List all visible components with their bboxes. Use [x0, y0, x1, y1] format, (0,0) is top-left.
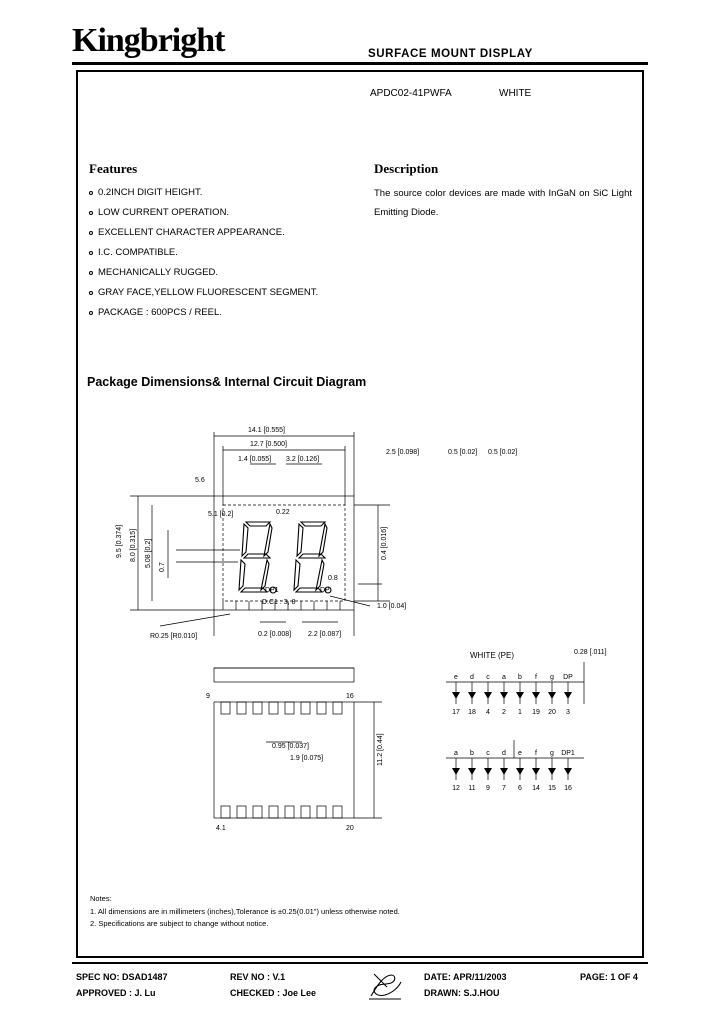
pin-label: DP	[563, 674, 573, 681]
pin-label: g	[550, 750, 554, 757]
dimension-label: 1.0 [0.04]	[377, 603, 407, 610]
part-color: WHITE	[499, 88, 532, 99]
list-item: MECHANICALLY RUGGED.	[89, 263, 359, 283]
dimension-label: R0.25 [R0.010]	[150, 633, 198, 640]
pin-number: 18	[468, 709, 476, 716]
note-line: 1. All dimensions are in millimeters (inches),Tolerance is ±0.25(0.01") unless otherwise noted.	[90, 907, 400, 916]
pin-label: b	[470, 750, 474, 757]
signature-icon	[365, 970, 405, 1004]
pin-number: 2	[502, 709, 506, 716]
pin-label: e	[454, 674, 458, 681]
list-item: 0.2INCH DIGIT HEIGHT.	[89, 183, 359, 203]
page-number: PAGE: 1 OF 4	[580, 972, 638, 982]
part-number: APDC02-41PWFA	[370, 88, 452, 99]
segment-label: D.C1 : 3, 8	[262, 599, 296, 606]
pin-label: c	[486, 674, 490, 681]
checked-by: CHECKED : Joe Lee	[230, 988, 317, 998]
dimension-label: 3.2 [0.126]	[286, 456, 320, 463]
list-item: GRAY FACE,YELLOW FLUORESCENT SEGMENT.	[89, 283, 359, 303]
dimension-label: 11.2 [0.44]	[377, 733, 384, 766]
dimension-label: 0.28 [.011]	[574, 649, 607, 656]
pin-label: d	[470, 674, 474, 681]
package-drawing	[90, 410, 630, 870]
pin-label: a	[454, 750, 458, 757]
footer-divider	[72, 962, 648, 964]
dimension-label: 5.08 [0.2]	[145, 538, 152, 568]
pin-number: 19	[532, 709, 540, 716]
pin-label: c	[486, 750, 490, 757]
dimension-label: DP1	[265, 587, 279, 594]
pin-number: 11	[468, 785, 476, 792]
spec-no: SPEC NO: DSAD1487	[76, 972, 168, 982]
rev-no: REV NO : V.1	[230, 972, 286, 982]
pin-label: g	[550, 674, 554, 681]
pin-number: 1	[518, 709, 522, 716]
list-item: PACKAGE : 600PCS / REEL.	[89, 303, 359, 323]
drawn-by: DRAWN: S.J.HOU	[424, 988, 500, 998]
notes-title: Notes:	[90, 894, 112, 903]
list-item: I.C. COMPATIBLE.	[89, 243, 359, 263]
list-item: EXCELLENT CHARACTER APPEARANCE.	[89, 223, 359, 243]
pin-number: 7	[502, 785, 506, 792]
pin-label: a	[502, 674, 506, 681]
dimension-label: 0.4 [0.016]	[381, 526, 388, 560]
dimension-label: 0.22	[276, 509, 290, 516]
dimension-label: 0.5 [0.02]	[448, 449, 478, 456]
pin-label: d	[502, 750, 506, 757]
dimension-label: 1.9 [0.075]	[290, 755, 324, 762]
dimension-label: 9	[206, 693, 210, 700]
header-divider	[72, 62, 648, 65]
date: DATE: APR/11/2003	[424, 972, 507, 982]
pin-number: 20	[548, 709, 556, 716]
pin-label: f	[535, 674, 537, 681]
dimension-label: 2.5 [0.098]	[386, 449, 420, 456]
dimension-label: 14.1 [0.555]	[248, 427, 285, 434]
dimension-label: 5.6	[195, 477, 205, 484]
pin-label: DP1	[561, 750, 575, 757]
dimension-label: 1.4 [0.055]	[238, 456, 272, 463]
dimension-label: 16	[346, 693, 354, 700]
pin-label: f	[535, 750, 537, 757]
features-list	[89, 183, 359, 323]
pin-number: 9	[486, 785, 490, 792]
note-line: 2. Specifications are subject to change without notice.	[90, 919, 269, 928]
pin-number: 12	[452, 785, 460, 792]
company-logo: Kingbright	[72, 22, 225, 59]
pin-number: 3	[566, 709, 570, 716]
dimension-label: 12.7 [0.500]	[250, 441, 287, 448]
pin-label: e	[518, 750, 522, 757]
dimension-label: 0.8	[328, 575, 338, 582]
dimension-label: WHITE (PE)	[470, 651, 514, 660]
pin-number: 17	[452, 709, 460, 716]
pin-number: 15	[548, 785, 556, 792]
notes-block	[90, 893, 590, 930]
pin-number: 16	[564, 785, 572, 792]
document-type-title: SURFACE MOUNT DISPLAY	[368, 48, 533, 60]
description-text: The source color devices are made with InGaN on SiC Light Emitting Diode.	[374, 188, 632, 218]
pin-number: 6	[518, 785, 522, 792]
list-item: LOW CURRENT OPERATION.	[89, 203, 359, 223]
footer	[72, 968, 648, 1008]
dimension-label: 2.2 [0.087]	[308, 631, 342, 638]
package-dimensions-heading: Package Dimensions& Internal Circuit Diagram	[87, 375, 367, 389]
approved-by: APPROVED : J. Lu	[76, 988, 156, 998]
dimension-label: 0.2 [0.008]	[258, 631, 292, 638]
pin-number: 4	[486, 709, 490, 716]
dimension-label: 20	[346, 825, 354, 832]
dimension-label: 5.1 [0.2]	[208, 511, 234, 518]
dimension-label: 4.1	[216, 825, 226, 832]
dimension-label: 0.7	[159, 562, 166, 572]
dimension-label: 9.5 [0.374]	[116, 524, 123, 558]
dimension-label: DP	[320, 587, 330, 594]
dimension-label: 0.95 [0.037]	[272, 743, 309, 750]
dimension-label: 0.5 [0.02]	[488, 449, 518, 456]
dimension-label: 8.0 [0.315]	[130, 528, 137, 562]
features-heading: Features	[89, 161, 138, 176]
description-heading: Description	[374, 161, 439, 176]
pin-number: 14	[532, 785, 540, 792]
pin-label: b	[518, 674, 522, 681]
